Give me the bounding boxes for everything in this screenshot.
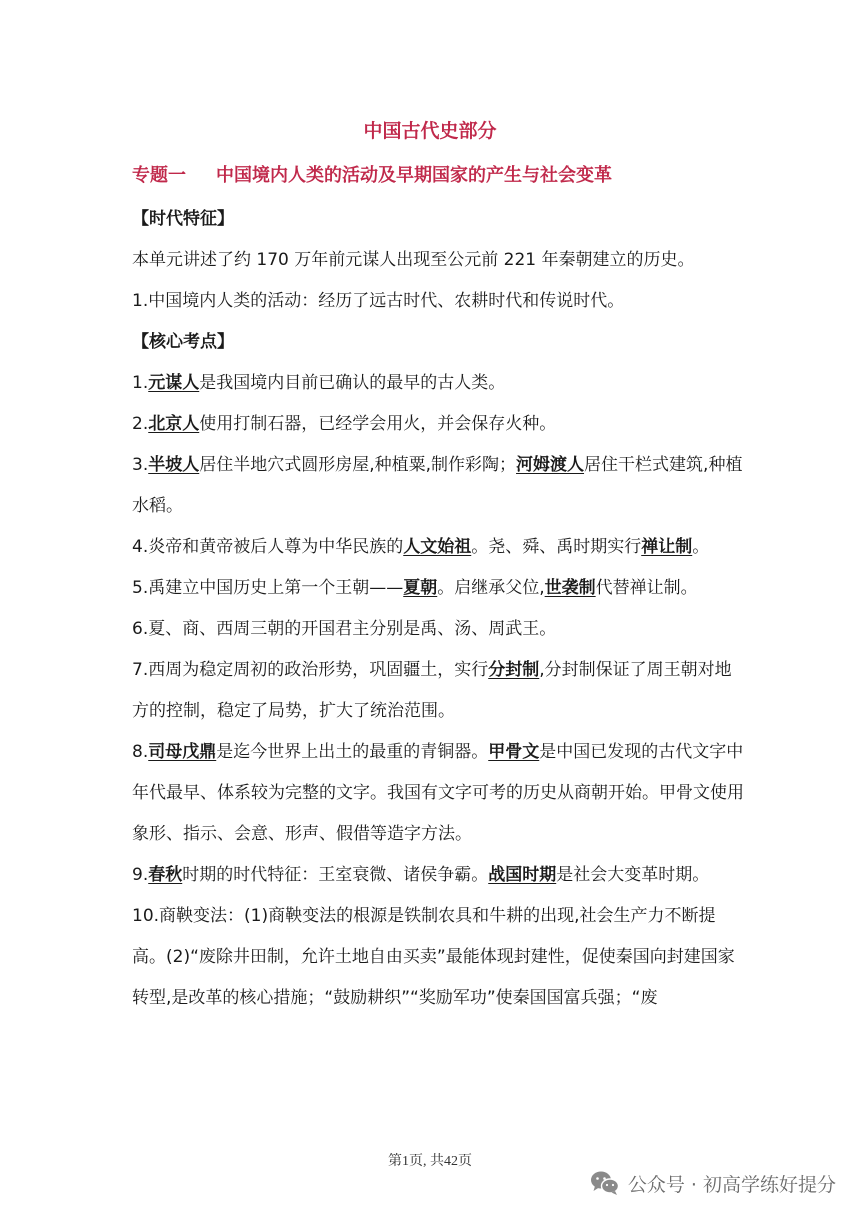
item-number: 7. [132,660,149,680]
keyword: 半坡人 [148,455,200,475]
item-number: 5. [132,578,149,598]
keyword: 甲骨文 [488,742,540,762]
item-number: 2. [132,414,149,434]
page-number: 第1页, 共42页 [388,1154,472,1169]
keyword: 夏朝 [403,578,438,598]
key-point-5 [132,568,744,609]
keyword: 春秋 [148,865,183,885]
item-text: 。启继承父位, [437,578,545,598]
item-text: 是迄今世界上出土的最重的青铜器。 [216,742,489,762]
item-text: 。 [692,537,710,557]
section-heading-key-points: 【核心考点】 [132,332,234,352]
key-point-2 [132,404,744,445]
item-number: 8. [132,742,149,762]
paragraph: 本单元讲述了约 170 万年前元谋人出现至公元前 221 年秦朝建立的历史。 [132,250,695,270]
item-number: 9. [132,865,149,885]
topic-heading [132,161,612,187]
key-point-4 [132,527,744,568]
keyword: 河姆渡人 [516,455,585,475]
item-text: 使用打制石器，已经学会用火，并会保存火种。 [199,414,557,434]
item-text: 西周为稳定周初的政治形势，巩固疆土，实行 [148,660,489,680]
keyword: 北京人 [148,414,200,434]
item-text: 禹建立中国历史上第一个王朝—— [148,578,404,598]
watermark [590,1168,836,1198]
item-text: 商鞅变法：(1)商鞅变法的根源是铁制农具和牛耕的出现,社会生产力不断提高。(2)“废除井田制，允许土地自由买卖”最能体现封建性，促使秦国向封建国家转型,是改革的核心措施；“鼓励耕织”“奖励军功”使秦国国富兵强；“废 [132,906,735,1008]
key-point-7 [132,650,744,732]
item-text: 居住干栏式建筑,种植水稻。 [132,455,743,516]
item-number: 4. [132,537,149,557]
item-text: 居住半地穴式圆形房屋,种植粟,制作彩陶； [199,455,517,475]
keyword: 战国时期 [488,865,557,885]
item-number: 3. [132,455,149,475]
item-text: 是社会大变革时期。 [556,865,710,885]
key-point-1 [132,363,744,404]
keyword: 世袭制 [544,578,596,598]
item-number: 6. [132,619,149,639]
item-text: 夏、商、西周三朝的开国君主分别是禹、汤、周武王。 [148,619,557,639]
wechat-icon [590,1170,620,1196]
page-title: 中国古代史部分 [363,120,497,142]
item-text: 是中国已发现的古代文字中年代最早、体系较为完整的文字。我国有文字可考的历史从商朝开始。甲骨文使用象形、指示、会意、形声、假借等造字方法。 [132,742,744,844]
item-number: 10. [132,906,160,926]
item-text: ,分封制保证了周王朝对地方的控制，稳定了局势，扩大了统治范围。 [132,660,732,721]
paragraph: 1.中国境内人类的活动：经历了远古时代、农耕时代和传说时代。 [132,291,625,311]
key-point-3 [132,445,744,527]
item-text: 代替禅让制。 [595,578,698,598]
topic-title: 中国境内人类的活动及早期国家的产生与社会变革 [216,165,612,186]
key-point-9 [132,855,744,896]
keyword: 人文始祖 [403,537,472,557]
item-text: 。尧、舜、禹时期实行 [471,537,642,557]
item-text: 炎帝和黄帝被后人尊为中华民族的 [148,537,404,557]
item-text: 是我国境内目前已确认的最早的古人类。 [199,373,506,393]
watermark-text: 公众号 · 初高学练好提分 [627,1173,836,1196]
keyword: 司母戊鼎 [148,742,217,762]
keyword: 禅让制 [641,537,693,557]
keyword: 元谋人 [148,373,200,393]
document-body [132,199,744,1019]
key-point-6 [132,609,744,650]
section-heading-era: 【时代特征】 [132,209,234,229]
item-number: 1. [132,373,149,393]
key-point-10 [132,896,744,1019]
item-text: 时期的时代特征：王室衰微、诸侯争霸。 [182,865,489,885]
keyword: 分封制 [488,660,540,680]
key-point-8 [132,732,744,855]
topic-label: 专题一 [132,165,186,186]
